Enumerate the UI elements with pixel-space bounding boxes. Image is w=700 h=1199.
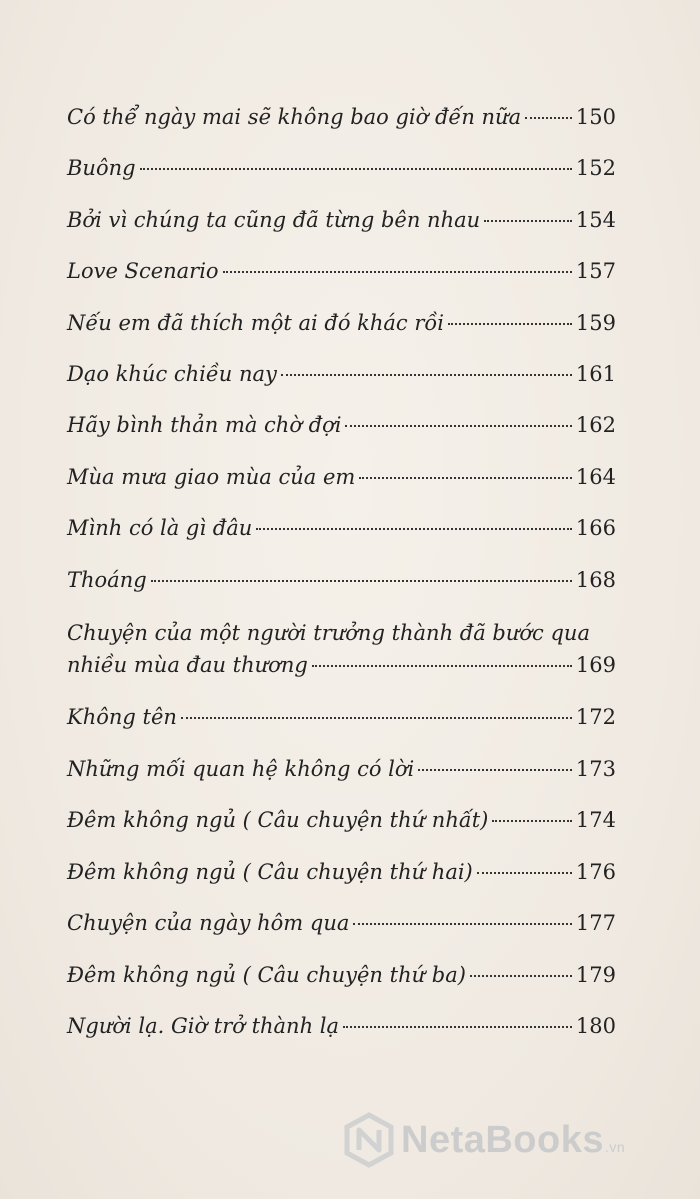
toc-entry-page: 157 [575, 259, 616, 283]
toc-entry-page: 172 [575, 705, 616, 729]
netabooks-watermark [341, 1112, 625, 1168]
toc-entry-title: Buông [67, 156, 136, 180]
toc-entry [67, 1013, 616, 1039]
toc-entry [67, 361, 616, 387]
toc-entry-title: Không tên [67, 705, 177, 729]
leader-dots [151, 580, 572, 582]
toc-entry [67, 412, 616, 438]
toc-entry-title: Đêm không ngủ ( Câu chuyện thứ hai) [67, 860, 473, 884]
toc-entry-page: 179 [575, 963, 616, 987]
toc-entry [67, 515, 616, 541]
toc-entry-page: 173 [575, 757, 616, 781]
leader-dots [448, 323, 572, 325]
leader-dots [312, 665, 572, 667]
toc-entry [67, 104, 616, 130]
toc-entry [67, 704, 616, 730]
toc-entry-title: Nếu em đã thích một ai đó khác rồi [67, 311, 444, 335]
leader-dots [525, 117, 572, 119]
toc-entry [67, 962, 616, 988]
toc-entry [67, 567, 616, 593]
toc-entry-page: 150 [575, 105, 616, 129]
toc-entry-page: 154 [575, 208, 616, 232]
leader-dots [492, 820, 572, 822]
netabooks-logo-icon [341, 1112, 397, 1168]
toc-entry-title: Đêm không ngủ ( Câu chuyện thứ nhất) [67, 808, 489, 832]
leader-dots [477, 872, 572, 874]
toc-entry [67, 859, 616, 885]
toc-entry-title: Thoáng [67, 568, 147, 592]
toc-entry [67, 620, 616, 678]
toc-entry-page: 162 [575, 413, 616, 437]
toc-entry [67, 155, 616, 181]
leader-dots [470, 975, 572, 977]
toc-entry-page: 169 [575, 653, 616, 677]
leader-dots [181, 717, 572, 719]
toc-entry-page: 164 [575, 465, 616, 489]
leader-dots [256, 528, 572, 530]
toc-entry-title: Chuyện của ngày hôm qua [67, 911, 350, 935]
toc-entry-page: 176 [575, 860, 616, 884]
toc-entry-title: Hãy bình thản mà chờ đợi [67, 413, 342, 437]
toc-entry-title: Bởi vì chúng ta cũng đã từng bên nhau [67, 208, 481, 232]
leader-dots [281, 374, 572, 376]
toc-entry [67, 464, 616, 490]
leader-dots [140, 168, 572, 170]
toc-entry-title-line1: Chuyện của một người trưởng thành đã bước qua [67, 621, 590, 645]
toc-entry [67, 756, 616, 782]
toc-entry-title: Những mối quan hệ không có lời [67, 757, 415, 781]
watermark-text [401, 1119, 625, 1162]
toc-entry-title: Đêm không ngủ ( Câu chuyện thứ ba) [67, 963, 466, 987]
toc-entry-page: 159 [575, 311, 616, 335]
toc-entry-title-line2: nhiều mùa đau thương [67, 653, 308, 677]
toc-entry-page: 168 [575, 568, 616, 592]
toc-entry-title: Love Scenario [67, 259, 219, 283]
toc-entry-title: Người lạ. Giờ trở thành lạ [67, 1014, 340, 1038]
toc-entry-page: 180 [575, 1014, 616, 1038]
leader-dots [353, 923, 572, 925]
toc-entry-title: Dạo khúc chiều nay [67, 362, 277, 386]
leader-dots [418, 769, 572, 771]
toc-entry [67, 310, 616, 336]
toc-entry [67, 910, 616, 936]
toc-entry-page: 174 [575, 808, 616, 832]
toc-entry [67, 207, 616, 233]
toc-entry-page: 177 [575, 911, 616, 935]
toc-entry-title: Có thể ngày mai sẽ không bao giờ đến nữa [67, 105, 522, 129]
toc-entry [67, 258, 616, 284]
watermark-suffix: .vn [605, 1138, 626, 1155]
leader-dots [345, 425, 571, 427]
toc-entry-page: 161 [575, 362, 616, 386]
toc-entry-title: Mùa mưa giao mùa của em [67, 465, 356, 489]
toc-entry-title: Mình có là gì đâu [67, 516, 253, 540]
watermark-brand: NetaBooks [401, 1118, 604, 1161]
leader-dots [343, 1026, 572, 1028]
leader-dots [484, 220, 572, 222]
toc-entry [67, 807, 616, 833]
leader-dots [223, 271, 572, 273]
toc-entry-page: 152 [575, 156, 616, 180]
toc-entry-page: 166 [575, 516, 616, 540]
leader-dots [359, 477, 572, 479]
